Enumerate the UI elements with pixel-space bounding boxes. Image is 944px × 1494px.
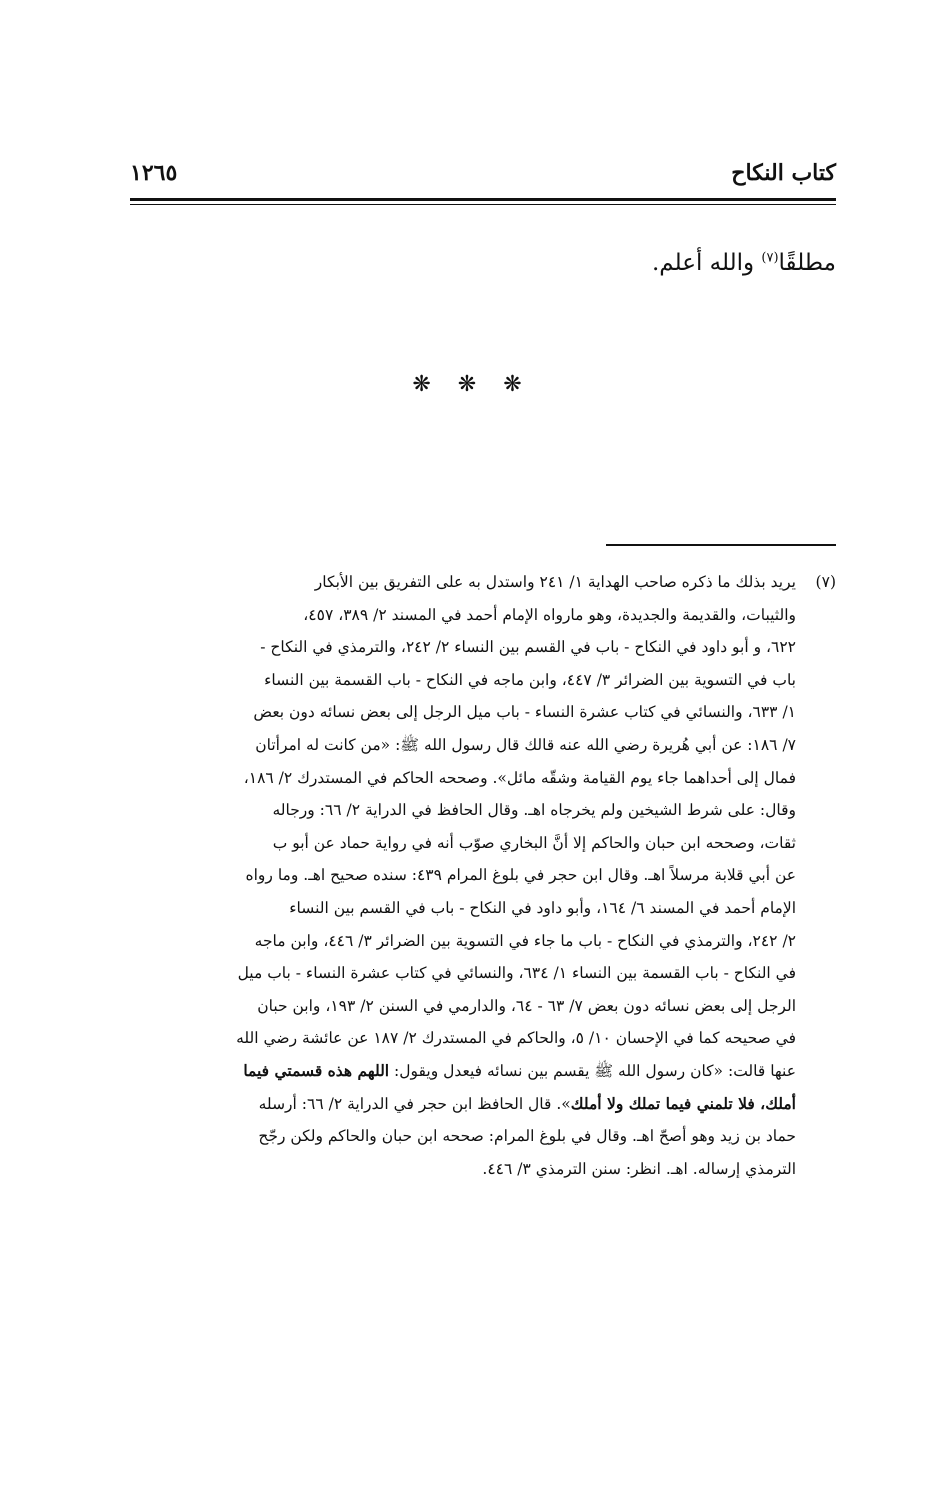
- page-number: ١٢٦٥: [130, 160, 178, 186]
- footnote-line: والثيبات، والقديمة والجديدة، وهو مارواه الإمام أحمد في المسند ٢/ ٣٨٩، ٤٥٧،: [303, 605, 796, 624]
- footnote: [128, 566, 836, 1185]
- footnote-line: ثقات، وصححه ابن حبان والحاكم إلا أنَّ البخاري صوّب أنه في رواية حماد عن أبو ب: [272, 833, 796, 852]
- footnote-line: في النكاح - باب القسمة بين النساء ١/ ٦٣٤، والنسائي في كتاب عشرة النساء - باب ميل: [237, 964, 796, 983]
- quote-emphasis: أملك، فلا تلمني فيما تملك ولا أملك: [570, 1093, 796, 1113]
- footnote-line: الترمذي إرساله. اهـ. انظر: سنن الترمذي ٣/ ٤٤٦.: [482, 1159, 796, 1178]
- footnote-line: حماد بن زيد وهو أصحّ اهـ. وقال في بلوغ المرام: صححه ابن حبان والحاكم ولكن رجّح: [258, 1127, 796, 1146]
- footnote-line: في صحيحه كما في الإحسان ١٠/ ٥، والحاكم في المستدرك ٢/ ١٨٧ عن عائشة رضي الله: [236, 1029, 796, 1048]
- footnote-line: [128, 1055, 836, 1088]
- chapter-title: كتاب النكاح: [731, 160, 836, 186]
- header-rule-thick: [130, 198, 836, 201]
- quote-text: عنها قالت: «كان رسول الله ﷺ يقسم بين نسائه فيعدل ويقول:: [389, 1061, 796, 1080]
- footnote-line: [128, 1088, 836, 1121]
- section-separator: ❋ ❋ ❋: [412, 372, 532, 397]
- running-header: [130, 160, 836, 190]
- footnote-line: ٦٢٢، و أبو داود في النكاح - باب في القسم بين النساء ٢/ ٢٤٢، والترمذي في النكاح -: [260, 638, 796, 657]
- footnote-line: الإمام أحمد في المسند ٦/ ١٦٤، وأبو داود في النكاح - باب في القسم بين النساء: [289, 898, 796, 917]
- footnote-number: (٧): [815, 573, 836, 591]
- body-text-end: والله أعلم.: [651, 250, 762, 276]
- quote-emphasis: اللهم هذه قسمتي فيما: [243, 1060, 390, 1080]
- footnote-line: الرجل إلى بعض نسائه دون بعض ٧/ ٦٣ - ٦٤، والدارمي في السنن ٢/ ١٩٣، وابن حبان: [257, 996, 796, 1015]
- footnote-reference[interactable]: (٧): [761, 250, 779, 266]
- footnote-line: وقال: على شرط الشيخين ولم يخرجاه اهـ. وقال الحافظ في الدراية ٢/ ٦٦: ورجاله: [272, 801, 796, 820]
- footnote-line: عن أبي قلابة مرسلاً اهـ. وقال ابن حجر في بلوغ المرام ٤٣٩: سنده صحيح اهـ. وما رواه: [245, 866, 796, 885]
- footnote-line: ١/ ٦٣٣، والنسائي في كتاب عشرة النساء - باب ميل الرجل إلى بعض نسائه دون بعض: [253, 703, 796, 722]
- header-rule-thin: [130, 204, 836, 205]
- footnote-line: باب في التسوية بين الضرائر ٣/ ٤٤٧، وابن ماجه في النكاح - باب القسمة بين النساء: [264, 670, 796, 689]
- body-text: [652, 250, 836, 276]
- footnote-line: يريد بذلك ما ذكره صاحب الهداية ١/ ٢٤١ واستدل به على التفريق بين الأبكار: [314, 573, 796, 591]
- footnote-line: فمال إلى أحداهما جاء يوم القيامة وشقّه مائل». وصححه الحاكم في المستدرك ٢/ ١٨٦،: [243, 768, 796, 787]
- footnote-line: ٧/ ١٨٦: عن أبي هُريرة رضي الله عنه قالك قال رسول الله ﷺ: «من كانت له امرأتان: [255, 735, 796, 754]
- quote-text: ». قال الحافظ ابن حجر في الدراية ٢/ ٦٦: أرسله: [258, 1094, 571, 1113]
- body-text-start: مطلقًا: [778, 250, 836, 276]
- footnote-line: ٢/ ٢٤٢، والترمذي في النكاح - باب ما جاء في التسوية بين الضرائر ٣/ ٤٤٦، وابن ماجه: [254, 931, 796, 950]
- footnote-rule: [606, 544, 836, 546]
